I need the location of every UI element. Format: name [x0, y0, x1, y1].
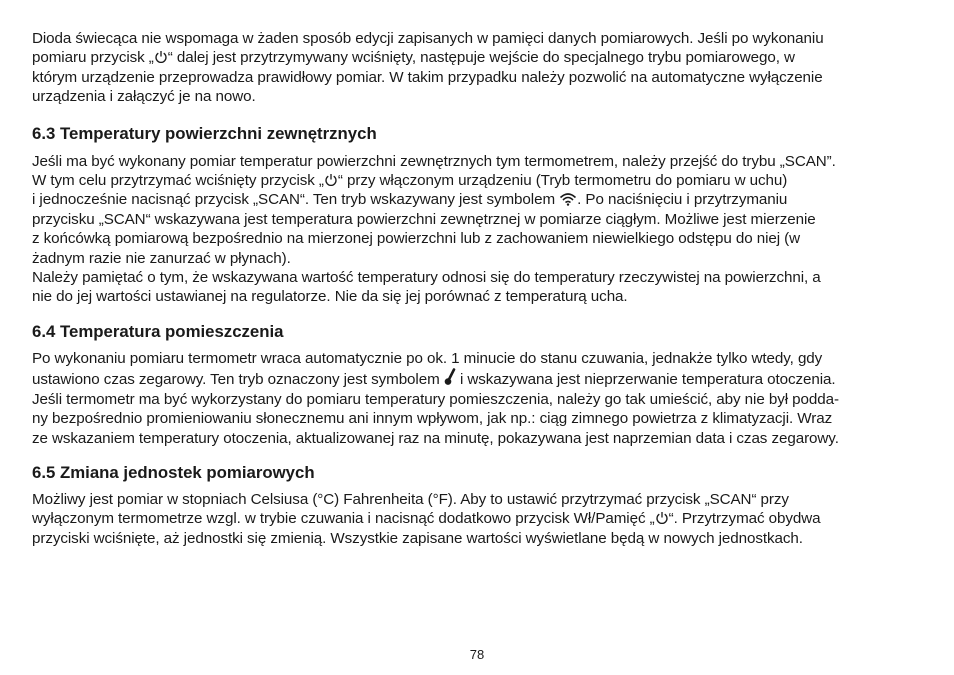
document-page [32, 29, 924, 548]
s63-line-1: Jeśli ma być wykonany pomiar temperatur powierzchni zewnętrznych tym termometrem, należy przejść do trybu „SCAN”. [32, 152, 836, 170]
section-6-4-heading: 6.4 Temperatura pomieszczenia [32, 321, 284, 341]
s63-line-7: Należy pamiętać o tym, że wskazywana wartość temperatury odnosi się do temperatury rzeczywistej na powierzchni, a [32, 269, 821, 287]
power-icon [154, 50, 168, 64]
s63-line-3b: . Po naciśnięciu i przytrzymaniu [577, 191, 788, 209]
power-icon [655, 511, 669, 525]
s64-line-2a: ustawiono czas zegarowy. Ten tryb oznaczony jest symbolem [32, 371, 444, 389]
section-6-5-heading: 6.5 Zmiana jednostek pomiarowych [32, 462, 315, 482]
section-6-4-paragraph [32, 349, 924, 448]
intro-line-3: którym urządzenie przeprowadza prawidłowy pomiar. W takim przypadku należy pozwolić na automatyczne wyłączenie [32, 68, 823, 86]
intro-line-1: Dioda świecąca nie wspomaga w żaden sposób edycji zapisanych w pamięci danych pomiarowych. Jeśli po wykonaniu [32, 30, 824, 47]
s63-line-8: nie do jej wartości ustawianej na regulatorze. Nie da się jej porównać z temperaturą ucha. [32, 288, 628, 306]
s63-line-5: z końcówką pomiarową bezpośrednio na mierzonej powierzchni lub z zachowaniem niewielkiego odstępu do niej (w [32, 230, 801, 248]
section-6-5-paragraph [32, 490, 924, 548]
section-6-3-heading: 6.3 Temperatury powierzchni zewnętrznych [32, 123, 377, 143]
intro-line-2b: “ dalej jest przytrzymywany wciśnięty, następuje wejście do specjalnego trybu pomiarowego, w [167, 49, 795, 67]
scan-wave-icon [559, 192, 577, 206]
thermometer-icon [444, 368, 456, 386]
s65-line-2b: “. Przytrzymać obydwa [668, 510, 821, 528]
s63-line-4: przycisku „SCAN“ wskazywana jest temperatura powierzchni zewnętrznej w pomiarze ciągłym. Możliwe jest mierzenie [32, 210, 816, 228]
s64-line-4: ny bezpośrednio promieniowaniu słonecznemu ani innym wpływom, jak np.: ciąg zimnego powietrza z klimatyzacji. Wraz [32, 410, 833, 428]
s63-line-3a: i jednocześnie nacisnąć przycisk „SCAN“. Ten tryb wskazywany jest symbolem [32, 191, 560, 209]
section-6-3-paragraph [32, 152, 924, 307]
s65-line-3: przyciski wciśnięte, aż jednostki się zmienią. Wszystkie zapisane wartości wyświetlane będą w nowych jednostkach. [32, 529, 803, 547]
intro-paragraph [32, 29, 924, 107]
s64-line-2b: i wskazywana jest nieprzerwanie temperatura otoczenia. [455, 371, 836, 389]
page-number: 78 [469, 647, 485, 662]
intro-line-2a: pomiaru przycisk „ [32, 49, 154, 67]
s64-line-5: ze wskazaniem temperatury otoczenia, aktualizowanej raz na minutę, pokazywana jest naprzemian data i czas zegarowy. [32, 429, 839, 447]
s63-line-6: żadnym razie nie zanurzać w płynach). [32, 249, 291, 267]
s64-line-3: Jeśli termometr ma być wykorzystany do pomiaru temperatury pomieszczenia, należy go tak umieścić, aby nie był podda- [32, 390, 839, 408]
s64-line-1: Po wykonaniu pomiaru termometr wraca automatycznie po ok. 1 minucie do stanu czuwania, jednakże tylko wtedy, gdy [32, 349, 823, 367]
s63-line-2a: W tym celu przytrzymać wciśnięty przycisk „ [32, 172, 324, 190]
intro-line-4: urządzenia i załączyć je na nowo. [32, 88, 256, 106]
power-icon [324, 173, 338, 187]
s63-line-2b: “ przy włączonym urządzeniu (Tryb termometru do pomiaru w uchu) [337, 172, 788, 190]
s65-line-1: Możliwy jest pomiar w stopniach Celsiusa (°C) Fahrenheita (°F). Aby to ustawić przytrzymać przycisk „SCAN“ przy [32, 490, 789, 508]
s65-line-2a: wyłączonym termometrze wzgl. w trybie czuwania i nacisnąć dodatkowo przycisk Wł/Pamięć „ [32, 510, 655, 528]
